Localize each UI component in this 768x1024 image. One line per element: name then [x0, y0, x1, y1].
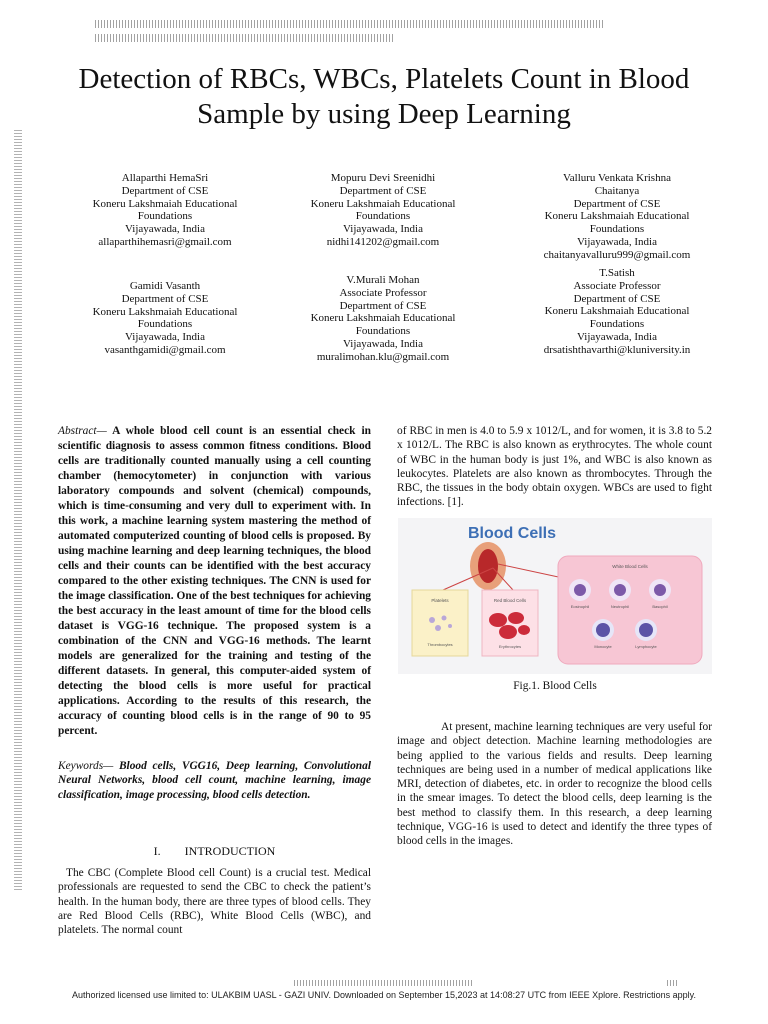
basophil-label: Basophil [652, 604, 668, 609]
author-block [65, 280, 265, 357]
author-location: Vijayawada, India [343, 337, 423, 350]
author-dept: Department of CSE [339, 299, 427, 312]
page-number-scan [667, 980, 679, 986]
author-location: Vijayawada, India [577, 235, 657, 248]
author-email: muralimohan.klu@gmail.com [316, 350, 450, 363]
monocyte-label: Monocyte [594, 644, 612, 649]
section-heading [58, 844, 371, 859]
author-role: Associate Professor [339, 286, 427, 299]
author-role: Associate Professor [573, 279, 661, 292]
abstract [58, 424, 371, 739]
author-block [517, 267, 717, 357]
author-institution: Koneru Lakshmaiah Educational Foundations [310, 197, 456, 223]
author-dept: Department of CSE [573, 292, 661, 305]
section-number: I. [153, 844, 161, 858]
author-block [283, 274, 483, 364]
header-scan-text [95, 20, 615, 48]
abstract-text: A whole blood cell count is an essential check in scientific diagnosis to assess common fitness conditions. Blood cells are traditionally counted manually using a cell counting chamber (hemocytometer) in conjunction with various laboratory compounds and solvent (chemical) compounds, which is time-consuming and very dull to experiment with. In this work, a machine learning system mastering the method of automated computerized counting of blood cells is proposed. By using machine learning and deep learning techniques, the blood cells and their counts can be identified with the best accuracy compared to the other existing techniques. The CNN is used for the image classification. One of the best techniques for achieving the best accuracy in the least amount of time for the blood cells dataset is VGG-16 technique. The proposed system is a combination of the CNN and VGG-16 methods. The learnt models are generalized for the training and testing of the different datasets. In general, this computer-aided system of detecting the blood cells is more useful for practical applications. According to the results of this research, the accuracy of counting blood cells is in the range of 90 to 95 percent. [58, 425, 371, 737]
author-dept: Department of CSE [121, 184, 209, 197]
author-name: V.Murali Mohan [346, 274, 420, 286]
blood-cells-illustration [398, 518, 712, 674]
author-name: Valluru Venkata Krishna Chaitanya [563, 172, 671, 197]
author-institution: Koneru Lakshmaiah Educational Foundations [92, 197, 238, 223]
eosinophil-label: Eosinophil [570, 604, 590, 609]
author-name: Allaparthi HemaSri [121, 172, 209, 184]
keywords-label: Keywords— [58, 760, 114, 772]
blood-cells-figure [398, 518, 712, 674]
license-footer: Authorized licensed use limited to: ULAKBIM UASL - GAZI UNIV. Downloaded on September 15,2023 at 14:08:27 UTC from IEEE Xplore. Restrictions apply. [72, 990, 696, 1000]
figure-title: Blood Cells [468, 525, 557, 542]
side-scan-text [14, 130, 22, 890]
lymphocyte-label: Lymphocyte [635, 644, 657, 649]
author-name: Mopuru Devi Sreenidhi [330, 172, 436, 184]
author-institution: Koneru Lakshmaiah Educational Foundations [310, 312, 456, 338]
author-location: Vijayawada, India [577, 330, 657, 343]
author-block [517, 172, 717, 262]
author-block [65, 172, 265, 249]
thrombocytes-label: Thrombocytes [427, 642, 453, 647]
author-location: Vijayawada, India [125, 223, 205, 236]
author-name: Gamidi Vasanth [129, 280, 201, 292]
author-name: T.Satish [599, 267, 635, 279]
paper-title: Detection of RBCs, WBCs, Platelets Count in Blood Sample by using Deep Learning [78, 63, 690, 130]
author-institution: Koneru Lakshmaiah Educational Foundations [92, 305, 238, 331]
ml-paragraph: At present, machine learning techniques are very useful for image and object detection. Machine learning methodologies are being applied to the various fields and results. Deep learning techniques are being used in a number of medical applications like MRI, detection of diabetes, etc. in order to recognize the blood cells in the smear images. To detect the blood cells, deep learning is the best method to classify them. In this research, a deep learning technique, VGG-16 is used to detect and identify the three types of blood cells in the images. [397, 721, 712, 848]
erythrocytes-label: Erythrocytes [498, 644, 522, 649]
author-email: vasanthgamidi@gmail.com [104, 343, 226, 356]
section-title: INTRODUCTION [184, 844, 276, 858]
wbc-box-label: White Blood Cells [612, 564, 648, 569]
author-email: chaitanyavalluru999@gmail.com [543, 248, 691, 261]
author-block [283, 172, 483, 249]
author-institution: Koneru Lakshmaiah Educational Foundations [544, 210, 690, 236]
author-dept: Department of CSE [121, 292, 209, 305]
author-dept: Department of CSE [573, 197, 661, 210]
rbc-paragraph: of RBC in men is 4.0 to 5.9 x 1012/L, and for women, it is 3.8 to 5.2 x 1012/L. The RBC is also known as erythrocytes. The whole count of WBC in the human body is just 1%, and WBC is also known as leukocytes. Platelets are also known as thrombocytes. Through the RBC, the tissues in the body obtain oxygen. WBCs are used to fight infections. [1]. [397, 425, 712, 509]
author-location: Vijayawada, India [125, 331, 205, 344]
platelets-label: Platelets [431, 598, 449, 603]
abstract-label: Abstract— [58, 425, 107, 437]
keywords-text: Blood cells, VGG16, Deep learning, Convolutional Neural Networks, blood cell count, machine learning, image classification, image processing, blood cells detection. [58, 760, 371, 801]
author-location: Vijayawada, India [343, 223, 423, 236]
author-email: drsatishthavarthi@kluniversity.in [543, 343, 691, 356]
neutrophil-label: Neutrophil [610, 604, 630, 609]
intro-paragraph: The CBC (Complete Blood cell Count) is a crucial test. Medical professionals are requested to send the CBC to check the patient’s health. In the human body, there are three types of blood cells. They are Red Blood Cells (RBC), White Blood Cells (WBC), and platelets. The normal count [58, 867, 371, 937]
author-dept: Department of CSE [339, 184, 427, 197]
rbc-box-label: Red Blood Cells [493, 598, 527, 603]
figure-caption: Fig.1. Blood Cells [513, 680, 597, 692]
author-email: allaparthihemasri@gmail.com [98, 235, 232, 248]
footer-scan-text [294, 980, 474, 986]
author-email: nidhi141202@gmail.com [326, 235, 440, 248]
keywords [58, 759, 371, 802]
author-institution: Koneru Lakshmaiah Educational Foundations [544, 305, 690, 331]
